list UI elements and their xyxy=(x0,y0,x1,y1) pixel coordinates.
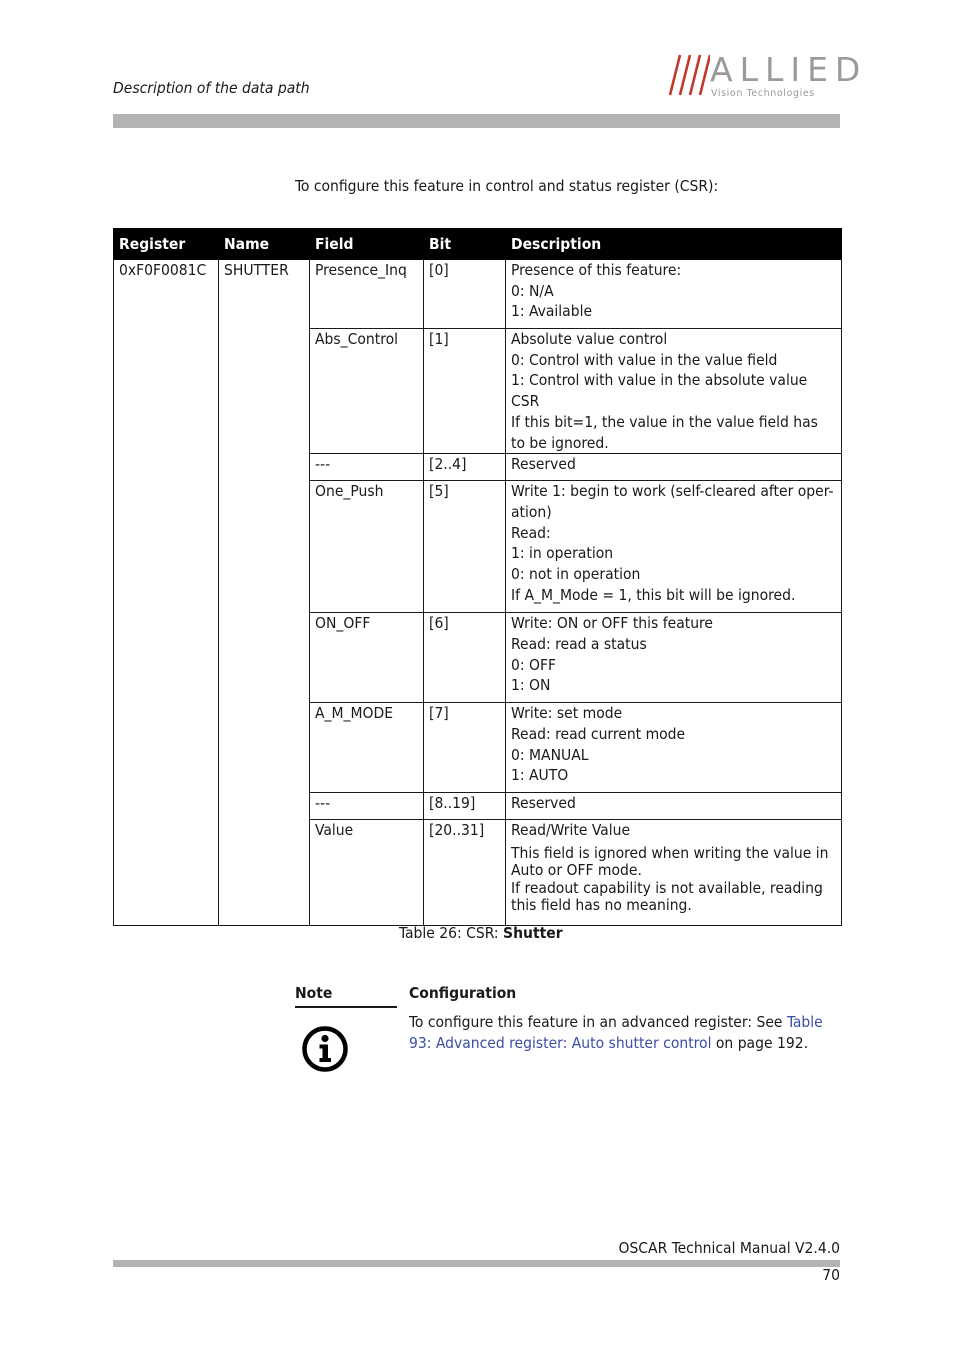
allied-logo xyxy=(668,50,868,102)
note-body: To configure this feature in an advanced register: See Table 93: Advanced register: Auto shutter control on page 192. xyxy=(409,1013,823,1052)
logo-wordmark: ALLIED xyxy=(710,50,868,89)
column-header: Description xyxy=(506,229,842,260)
intro-text: To configure this feature in control and status register (CSR): xyxy=(295,177,719,195)
table-row xyxy=(114,260,842,329)
column-header: Field xyxy=(310,229,424,260)
field-cell: One_Push xyxy=(310,481,424,613)
table-93-link[interactable]: Table 93: Advanced register: Auto shutter control xyxy=(409,1013,823,1052)
note-heading: Configuration xyxy=(409,984,517,1002)
page-number: 70 xyxy=(822,1266,840,1284)
description-cell: Presence of this feature: 0: N/A 1: Available xyxy=(506,260,842,329)
csr-table xyxy=(113,228,842,926)
bit-cell: [1] xyxy=(424,329,506,454)
bit-cell: [2..4] xyxy=(424,454,506,481)
bit-cell: [7] xyxy=(424,703,506,793)
column-header: Bit xyxy=(424,229,506,260)
note-rule xyxy=(295,1006,397,1008)
manual-title: OSCAR Technical Manual V2.4.0 xyxy=(618,1239,840,1257)
field-cell: ON_OFF xyxy=(310,613,424,703)
description-cell: Absolute value control 0: Control with value in the value field 1: Control with value in the absolute value CSR If this bit=1, the value in the value field has to be ignored. xyxy=(506,329,842,454)
field-cell: --- xyxy=(310,793,424,820)
column-header: Register xyxy=(114,229,219,260)
field-cell: --- xyxy=(310,454,424,481)
name-cell: SHUTTER xyxy=(219,260,310,926)
column-header: Name xyxy=(219,229,310,260)
table-header-row xyxy=(114,229,842,260)
bit-cell: [8..19] xyxy=(424,793,506,820)
logo-slashes-icon xyxy=(668,52,710,98)
footer-rule xyxy=(113,1260,840,1267)
field-cell: Presence_Inq xyxy=(310,260,424,329)
description-cell: Reserved xyxy=(506,793,842,820)
register-cell: 0xF0F0081C xyxy=(114,260,219,926)
description-cell: Write: set mode Read: read current mode 0: MANUAL 1: AUTO xyxy=(506,703,842,793)
bit-cell: [0] xyxy=(424,260,506,329)
bit-cell: [6] xyxy=(424,613,506,703)
table-caption: Table 26: CSR: Shutter xyxy=(399,924,563,942)
logo-subtext: Vision Technologies xyxy=(711,88,815,99)
section-title: Description of the data path xyxy=(113,79,310,97)
info-icon xyxy=(301,1025,349,1073)
description-cell: Read/Write Value This field is ignored when writing the value in Auto or OFF mode. If readout capability is not available, reading this field has no meaning. xyxy=(506,820,842,926)
field-cell: A_M_MODE xyxy=(310,703,424,793)
bit-cell: [20..31] xyxy=(424,820,506,926)
description-cell: Write: ON or OFF this feature Read: read a status 0: OFF 1: ON xyxy=(506,613,842,703)
bit-cell: [5] xyxy=(424,481,506,613)
description-cell: Write 1: begin to work (self-cleared after oper- ation) Read: 1: in operation 0: not in operation If A_M_Mode = 1, this bit will be ignored. xyxy=(506,481,842,613)
field-cell: Abs_Control xyxy=(310,329,424,454)
note-label: Note xyxy=(295,984,333,1002)
header-rule xyxy=(113,114,840,128)
field-cell: Value xyxy=(310,820,424,926)
description-cell: Reserved xyxy=(506,454,842,481)
